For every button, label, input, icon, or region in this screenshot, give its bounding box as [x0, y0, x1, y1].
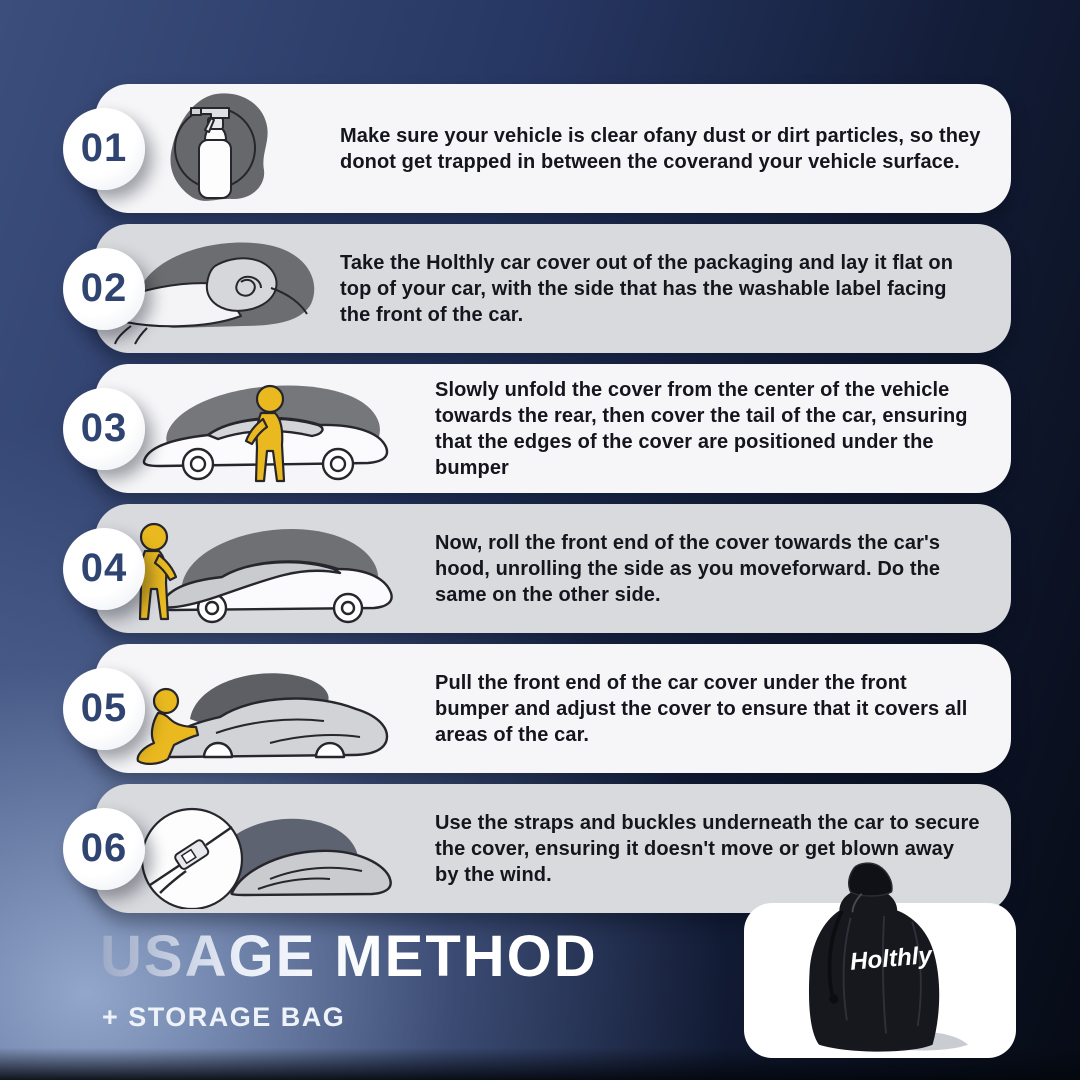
step-number-badge: [63, 108, 145, 190]
strap-buckle-detail-illustration: [95, 789, 435, 909]
step-number: 02: [80, 266, 128, 310]
spray-bottle-icon: [153, 90, 283, 208]
page-subtitle: + STORAGE BAG: [102, 1002, 346, 1032]
step-number: 01: [80, 126, 128, 170]
buckle-detail-icon: [120, 789, 410, 909]
unfold-cover-icon: [120, 369, 410, 489]
step-card-02: [80, 224, 1011, 353]
person-rolling-cover-illustration: [95, 509, 435, 629]
step-number: 06: [80, 826, 128, 870]
step-text: Slowly unfold the cover from the center of the vehicle towards the rear, then cover the tail of the car, ensuring that the edges of the cover are positioned under the bumper: [435, 378, 968, 479]
step-number-badge: [63, 248, 145, 330]
step-card-04: [80, 504, 1011, 633]
step-number: 05: [80, 686, 128, 730]
step-number-badge: [63, 388, 145, 470]
person-tucking-cover-illustration: [95, 649, 435, 769]
step-card-01: [80, 84, 1011, 213]
person-unfolding-cover-illustration: [95, 369, 435, 489]
step-number: 04: [80, 546, 128, 590]
storage-bag-icon: [772, 862, 987, 1053]
tuck-cover-icon: [120, 649, 410, 769]
step-number-badge: [63, 528, 145, 610]
steps-list: [80, 84, 1011, 913]
step-text: Make sure your vehicle is clear ofany dust or dirt particles, so they donot get trapped in between the coverand your vehicle surface.: [340, 124, 981, 173]
step-text: Now, roll the front end of the cover towards the car's hood, unrolling the side as you moveforward. Do the same on the other side.: [435, 531, 941, 606]
page-title: USAGE METHOD: [100, 924, 598, 989]
step-text: Pull the front end of the car cover under the front bumper and adjust the cover to ensure that it covers all areas of the car.: [435, 671, 968, 746]
step-number-badge: [63, 668, 145, 750]
step-text: Take the Holthly car cover out of the packaging and lay it flat on top of your car, with the side that has the washable label facing the front of the car.: [340, 251, 954, 326]
storage-bag-illustration: [772, 862, 987, 1058]
bag-brand-label: Holthly: [848, 941, 934, 976]
step-number-badge: [63, 808, 145, 890]
footer-title-block: [100, 924, 598, 1033]
roll-cover-icon: [120, 509, 410, 629]
step-number: 03: [80, 406, 128, 450]
step-card-05: [80, 644, 1011, 773]
step-text: Use the straps and buckles underneath the car to secure the cover, ensuring it doesn't move or get blown away by the wind.: [435, 811, 980, 886]
step-card-03: [80, 364, 1011, 493]
